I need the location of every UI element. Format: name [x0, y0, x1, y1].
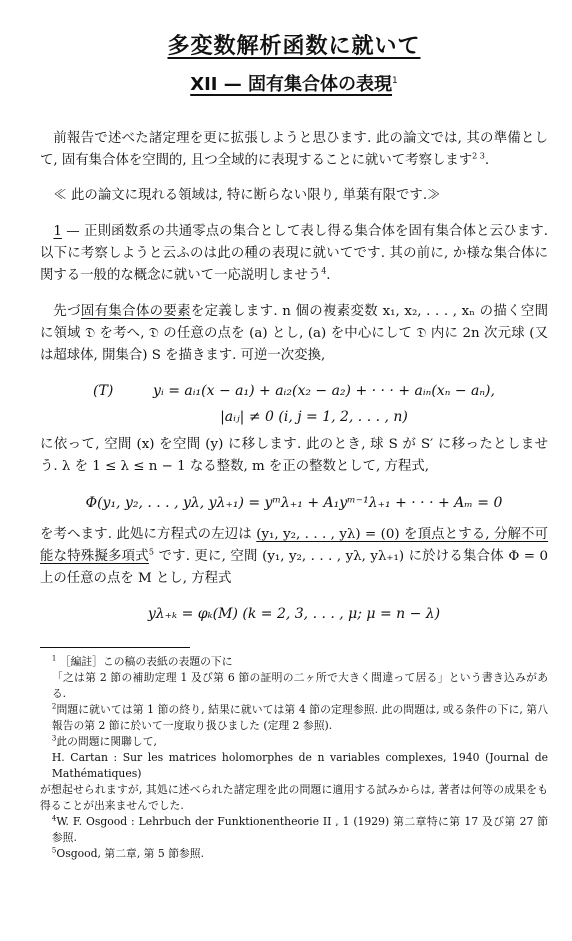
- footnote-2: $^2$問題に就いては第 1 節の終り, 結果に就いては第 4 節の定理参照. 此の問題は, 或る条件の下に, 第八報告の第 2 節に於いて一度取り扱ひました (定理 2 参照).: [51, 702, 548, 732]
- equation-phi: Φ(y₁, y₂, . . . , yλ, yλ₊₁) = yᵐλ₊₁ + A₁yᵐ⁻¹λ₊₁ + · · · + Aₘ = 0: [85, 494, 503, 511]
- defined-term: 固有集合体の要素: [80, 303, 191, 319]
- section-number: 1: [53, 224, 62, 240]
- footnote-3: $^3$此の問題に関聯して, H. Cartan : Sur les matrices holomorphes de n variables complexes, 1940 (Journal de Mathématiques) が想起せられますが, 其処に述べられた諸定理を此の問題に適用する試みからは, 著者は何等の成果をも得ることが出来ませんでした.: [40, 734, 548, 812]
- intro-paragraph: 前報告で述べた諸定理を更に拡張しようと思ひます. 此の論文では, 其の準備として, 固有集合体を空間的, 且つ全域的に表現することに就いて考察します$^{2 3}$.: [40, 131, 548, 168]
- pseudo-polynomial-paragraph: を考へます. 此処に方程式の左辺は (y₁, y₂, . . . , yλ) = (0) を頂点とする, 分解不可能な特殊擬多項式$^5$ です. 更に, 空間 (y₁, y₂, . . . , yλ, yλ₊₁) に於ける集合体 Φ = 0 上の任意の点を M とし, 方程式: [40, 526, 549, 586]
- paper-page: [40, 32, 548, 862]
- domain-remark: ≪ 此の論文に現れる領域は, 特に断らない限り, 単葉有限です.≫: [53, 188, 441, 204]
- footnote-1: $^1$ ［編註］この稿の表紙の表題の下に 「之は第 2 節の補助定理 1 及び第 6 節の証明の二ヶ所で大きく間違って居る」という書き込みがある.: [51, 654, 548, 700]
- footnote-ref: 2 3: [472, 151, 485, 161]
- footnote-divider: [40, 647, 190, 648]
- equation-tag: (T): [93, 383, 114, 400]
- footnote-ref: 4: [321, 266, 327, 276]
- subtitle-footnote-mark: 1: [392, 76, 398, 86]
- equation-transform: (T) yᵢ = aᵢ₁(x − a₁) + aᵢ₂(x₂ − a₂) + · · · + aᵢₙ(xₙ − aₙ), |aᵢⱼ| ≠ 0 (i, j = 1, 2, . . . , n): [40, 380, 548, 428]
- footnote-ref: 5: [148, 547, 154, 557]
- equation-yk: yλ₊ₖ = φₖ(M) (k = 2, 3, . . . , μ; μ = n − λ): [147, 605, 441, 622]
- definition-paragraph: 先づ固有集合体の要素を定義します. n 個の複素変数 x₁, x₂, . . . , xₙ の描く空間に領域 𝔇 を考へ, 𝔇 の任意の点を (a) とし, (a) を中心にして 𝔇 内に 2n 次元球 (又は超球体, 開集合) S を描きます. 可逆一次変換,: [40, 303, 549, 363]
- footnote-4: $^4$W. F. Osgood : Lehrbuch der Funktionentheorie II , 1 (1929) 第二章特に第 17 及び第 27 節参照.: [51, 814, 548, 844]
- footnote-5: $^5$Osgood, 第二章, 第 5 節参照.: [51, 846, 205, 860]
- equation-condition: |aᵢⱼ| ≠ 0 (i, j = 1, 2, . . . , n): [220, 409, 408, 426]
- transform-paragraph: に依って, 空間 (x) を空間 (y) に移します. 此のとき, 球 S が S′ に移ったとしませう. λ を 1 ≤ λ ≤ n − 1 なる整数, m を正の整数として, 方程式,: [40, 437, 548, 475]
- underlined-phrase: (y₁, y₂, . . . , yλ) = (0) を頂点とする, 分解不可能な特殊擬多項式: [40, 526, 548, 564]
- page-title: 多変数解析函数に就いて: [167, 34, 421, 59]
- subtitle-text: XII — 固有集合体の表現: [190, 74, 393, 95]
- page-subtitle: [40, 72, 548, 98]
- section-1-paragraph: 1 — 正則函数系の共通零点の集合として表し得る集合体を固有集合体と云ひます. 以下に考察しようと云ふのは此の種の表現に就いてです. 其の前に, か様な集合体に関する一般的な概念に就いて一応説明しませう$^4$.: [40, 224, 548, 284]
